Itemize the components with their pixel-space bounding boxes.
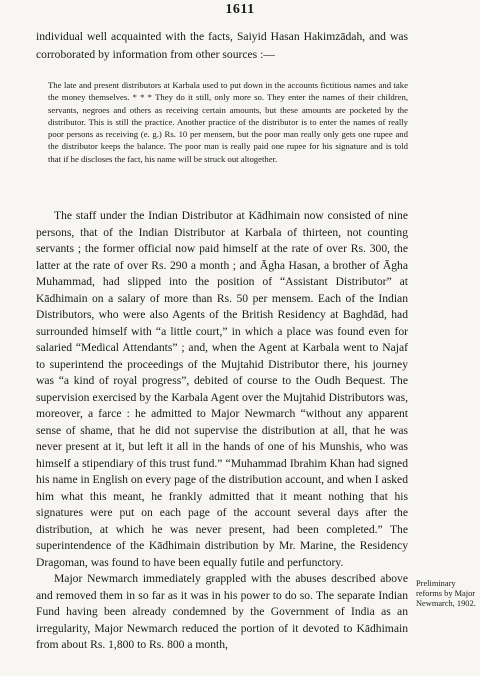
quotation-block [48,79,408,165]
body-paragraph-1: The staff under the Indian Distributor at Kādhimain now consisted of nine persons, that of the Indian Distributor at Karbala of thirteen, not counting servants ; the former official now paid himself at the rate of over Rs. 300, the latter at the rate of over Rs. 290 a month ; and Āgha Hasan, a brother of Āgha Muhammad, had slipped into the position of “Assistant Distributor” at Kādhimain on a salary of more than Rs. 50 per mensem. Each of the Indian Distributors, who were also Agents of the British Residency at Baghdād, had surrounded himself with “a little court,” in which a place was found even for salaried “Medical Attendants” ; and, when the Agent at Karbala went to Najaf to superintend the proceedings of the Mujtahid Distributor there, his journey was “a kind of royal progress”, debited of course to the Oudh Bequest. The supervision exercised by the Karbala Agent over the Mujtahid Distributors was, moreover, a farce : he admitted to Major Newmarch “without any apparent sense of shame, that he did not supervise the distribution at all, that he was never present at it, but left it all in the hands of one of his Munshis, who was himself a stipendiary of this trust fund.” “Muhammad Ibrahim Khan had signed his name in English on every page of the distribution account, and when I asked him what this meant, he frankly admitted that it meant nothing that his signatures were put on each page of the account several days after the distribution, at which he was never present, had been completed.” The superintendence of the Kādhimain distribution by Mr. Marine, the Residency Dragoman, was found to have been equally futile and perfunctory. [36,209,408,569]
intro-paragraph: individual well acquainted with the facts, Saiyid Hasan Hakimzādah, and was corroborated by information from other sources :— [36,30,408,61]
quotation-paragraph: The late and present distributors at Karbala used to put down in the accounts fictitious names and take the money themselves. * * * They do it still, only more so. They enter the names of their children, servants, negroes and others as receiving certain amounts, but these amounts are pocketed by the distributor. This is still the practice. Another practice of the distributor is to enter the names of really poor persons as receiving (e. g.) Rs. 10 per mensem, but the poor man really only gets one rupee and the distributor keeps the balance. The poor man is really paid one rupee for his signature and is told that if he discloses the fact, his name will be struck out altogether. [48,80,408,164]
main-text [36,208,408,654]
intro-block [36,28,408,63]
body-paragraph-2: Major Newmarch immediately grappled with the abuses described above and removed them in so far as it was in his power to do so. The separate Indian Fund having been already condemned by the Government of India as an irregularity, Major Newmarch reduced the portion of it devoted to Kādhimain from about Rs. 1,800 to Rs. 800 a month, [36,572,408,651]
margin-note: Preliminary reforms by Major Newmarch, 1902. [416,579,476,608]
page-number: 1611 [225,2,255,17]
